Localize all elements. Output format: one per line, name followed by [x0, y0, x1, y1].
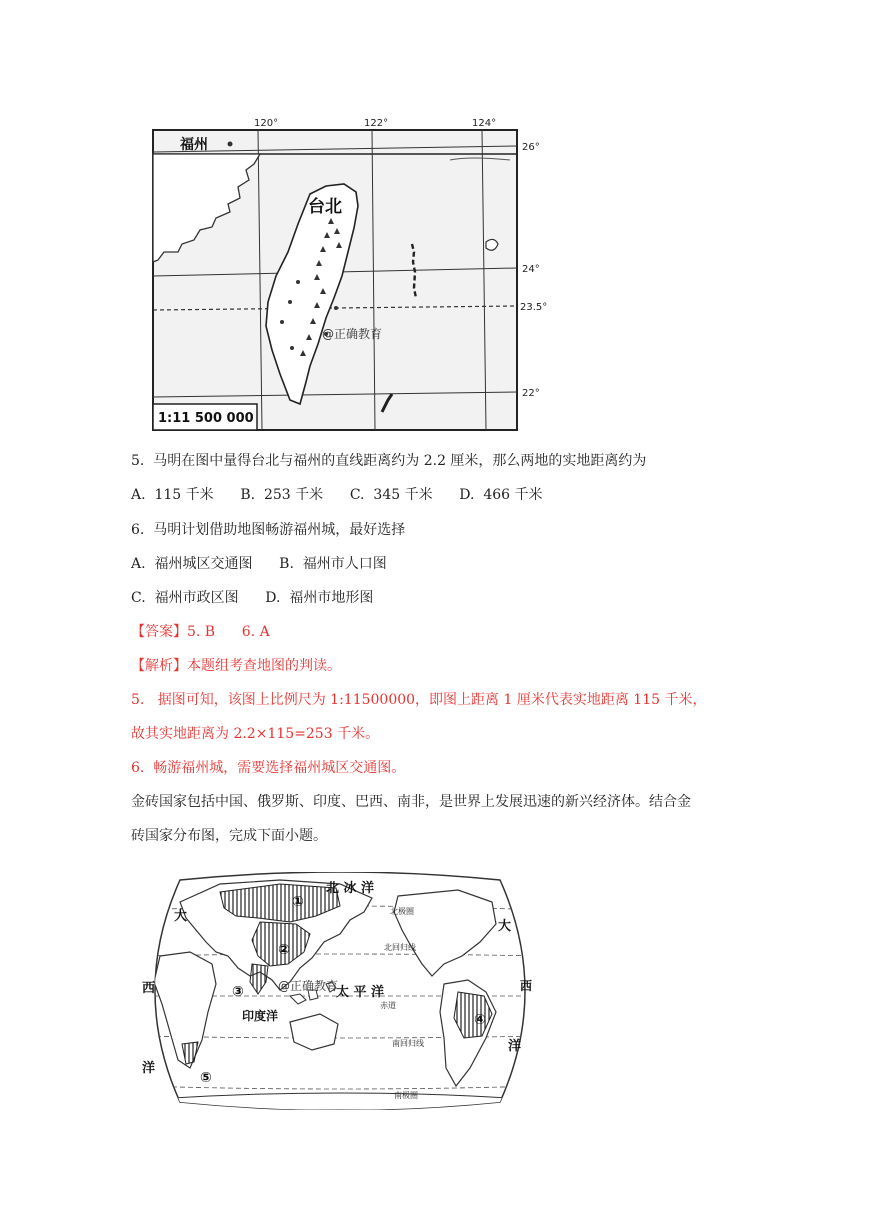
- map1-scale: 1:11 500 000: [158, 411, 254, 426]
- intro-line1: 金砖国家包括中国、俄罗斯、印度、巴西、南非，是世界上发展迅速的新兴经济体。结合金: [131, 794, 691, 810]
- map1-lat-24: 24°: [522, 264, 540, 275]
- map2-label-yang-right: 洋: [508, 1039, 522, 1054]
- map1-label-fuzhou: 福州: [180, 137, 208, 153]
- explanation-6-line: 6. 畅游福州城，需要选择福州城区交通图。: [131, 760, 406, 776]
- q6-stem: 6. 马明计划借助地图畅游福州城，最好选择: [131, 522, 406, 538]
- answer-line: 【答案】5. B 6. A: [131, 624, 270, 640]
- q5-options: A. 115 千米 B. 253 千米 C. 345 千米 D. 466 千米: [131, 487, 543, 503]
- map2-label-antarctic-circle: 南极圈: [394, 1091, 418, 1100]
- map2-label-tropic-s: 南回归线: [392, 1039, 424, 1048]
- map2-label-tropic-n: 北回归线: [384, 943, 416, 952]
- map1-label-taibei: 台北: [308, 197, 342, 217]
- intro-line2: 砖国家分布图，完成下面小题。: [131, 828, 327, 844]
- map2-label-da-right: 大: [498, 919, 512, 934]
- marker-3: ③: [232, 984, 244, 1000]
- map2-label-pacific: 太 平 洋: [336, 985, 385, 1000]
- map2-watermark: @正确教育: [278, 979, 339, 993]
- map1-lat-26: 26°: [522, 142, 540, 153]
- marker-4: ④: [474, 1012, 486, 1028]
- q5-stem: 5. 马明在图中量得台北与福州的直线距离约为 2.2 厘米，那么两地的实地距离约为: [131, 453, 647, 469]
- explanation-5-line1: 5. 据图可知，该图上比例尺为 1:11500000，即图上距离 1 厘米代表实地距离 115 千米，: [131, 692, 707, 708]
- map2-label-equator: 赤道: [380, 1001, 396, 1010]
- map1-lon-120: 120°: [254, 118, 279, 129]
- map2-label-indian: 印度洋: [242, 1009, 279, 1023]
- map2-label-arctic: 北 冰 洋: [326, 881, 375, 896]
- map2-label-arctic-circle: 北极圈: [390, 907, 414, 916]
- map1-lat-22: 22°: [522, 388, 540, 399]
- map1-lon-122: 122°: [364, 118, 389, 129]
- map2-label-xi-right: 西: [520, 979, 533, 993]
- q6-options-row1: A. 福州城区交通图 B. 福州市人口图: [131, 556, 387, 572]
- map1-lat-23-5: 23.5°: [520, 302, 548, 313]
- map2-label-da-left: 大: [174, 909, 188, 924]
- marker-5: ⑤: [200, 1070, 212, 1086]
- marker-2: ②: [278, 942, 290, 958]
- taiwan-map: [150, 112, 550, 432]
- map1-lon-124: 124°: [472, 118, 497, 129]
- map1-watermark: @正确教育: [322, 327, 383, 341]
- map2-label-yang-left: 洋: [142, 1061, 156, 1076]
- marker-1: ①: [292, 894, 304, 910]
- explanation-5-line2: 故其实地距离为 2.2×115=253 千米。: [131, 726, 380, 742]
- map2-label-xi-left: 西: [142, 981, 156, 996]
- analysis-line: 【解析】本题组考查地图的判读。: [131, 658, 341, 674]
- q6-options-row2: C. 福州市政区图 D. 福州市地形图: [131, 590, 374, 606]
- brics-world-map: [140, 872, 540, 1110]
